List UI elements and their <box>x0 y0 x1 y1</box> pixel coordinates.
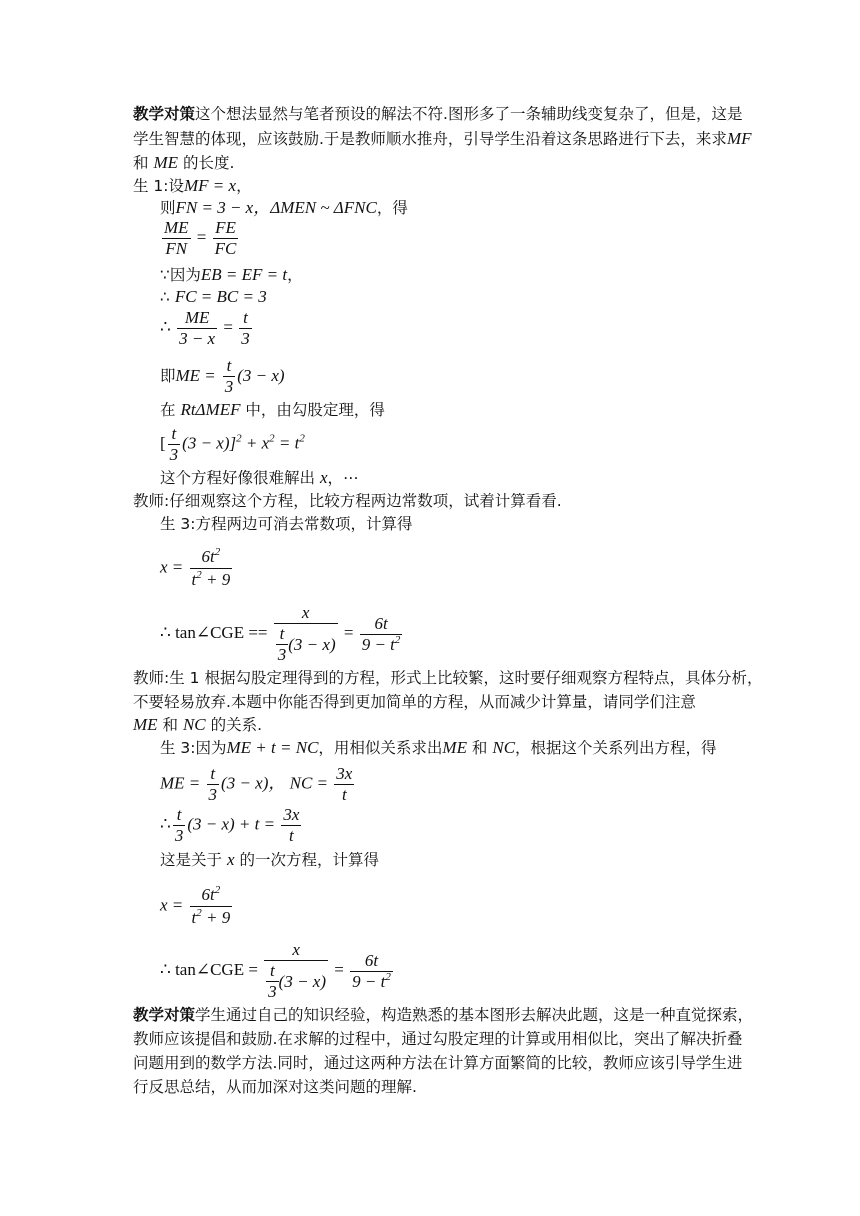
s1-pythagorean-equation: [ $\frac{t}{3}$ $(3 - x)]^2 + x^2 = t^2$ <box>160 424 305 464</box>
teacher2-line1: 教师:生 1 根据勾股定理得到的方程，形式上比较繁，这时要仔细观察方程特点，具体分析， <box>133 669 763 687</box>
fraction-x-over-expr: x $\frac{t}{3}$ (3 − x) <box>264 940 328 1002</box>
fraction-me-3mx: $\frac{ME}{3 - x}$ <box>179 308 216 348</box>
s3b-linear-equation: ∴ $\frac{t}{3}$ (3 − x) + t = $\frac{3x}{t}$ <box>160 805 300 845</box>
fraction-6t-over-9mt2: $\frac{6t}{9 - t^2}$ <box>352 950 391 991</box>
fraction-t-3: $\frac{t}{3}$ <box>208 764 218 804</box>
s3b-x-solution: x = $\frac{6t^2}{t^2 + 9}$ <box>160 884 231 927</box>
s1-because-line: ∵因为EB = EF = t， <box>160 265 303 284</box>
fraction-t-3: $\frac{t}{3}$ <box>169 424 179 464</box>
para2-line3: 问题用到的数学方法.同时，通过这两种方法在计算方面繁简的比较，教师应该引导学生进 <box>133 1054 743 1072</box>
s1-therefore-fc: ∴ FC = BC = 3 <box>160 287 267 306</box>
fraction-t-3: $\frac{t}{3}$ <box>241 308 250 348</box>
fraction-3x-t: $\frac{3x}{t}$ <box>283 805 300 845</box>
s3b-intro: 生 3:因为ME + t = NC，用相似关系求出ME 和 NC，根据这个关系列出方程，得 <box>160 738 717 757</box>
fraction-fe-fc: $\frac{FE}{FC}$ <box>214 218 237 258</box>
fraction-6t-over-9mt2: $\frac{6t}{9 - t^2}$ <box>361 613 401 654</box>
para1-line1: 教学对策这个想法显然与笔者预设的解法不符.图形多了一条辅助线变复杂了，但是，这是 <box>133 105 743 123</box>
s1-me-expression: 即ME = $\frac{t}{3}$ (3 − x) <box>160 356 285 396</box>
s1-then-line: 则FN = 3 − x，ΔMEN ~ ΔFNC，得 <box>160 198 408 217</box>
fraction-6t2-over-t2p9: $\frac{6t^2}{t^2 + 9}$ <box>191 546 231 589</box>
para1-line2: 学生智慧的体现，应该鼓励.于是教师顺水推舟，引导学生沿着这条思路进行下去，来求MF <box>133 129 752 148</box>
s3a-x-solution: x = $\frac{6t^2}{t^2 + 9}$ <box>160 546 231 589</box>
fraction-t-3: $\frac{t}{3}$ <box>224 356 234 396</box>
para2-line4: 行反思总结，从而加深对这类问题的理解. <box>133 1078 417 1096</box>
fraction-x-over-expr: x $\frac{t}{3}$ (3 − x) <box>274 603 338 665</box>
s3a-tan-equation: ∴ tan∠CGE == x $\frac{t}{3}$ (3 − x) = $\frac{6t}{9 - t^2}$ <box>160 603 401 664</box>
fraction-t-3: $\frac{t}{3}$ <box>174 805 184 845</box>
para2-line1: 教学对策学生通过自己的知识经验，构造熟悉的基本图形去解决此题，这是一种直觉探索， <box>133 1006 754 1024</box>
fraction-3x-t: $\frac{3x}{t}$ <box>336 764 353 804</box>
s3b-me-nc-expressions: ME = $\frac{t}{3}$ (3 − x)， NC = $\frac{3x}{t}$ <box>160 764 353 804</box>
s1-right-triangle-line: 在 RtΔMEF 中，由勾股定理，得 <box>160 400 385 419</box>
s3a-intro: 生 3:方程两边可消去常数项，计算得 <box>160 515 413 533</box>
teacher2-line3: ME 和 NC 的关系. <box>133 715 262 734</box>
para1-line3: 和 ME 的长度. <box>133 153 235 172</box>
fraction-6t2-over-t2p9: $\frac{6t^2}{t^2 + 9}$ <box>191 884 231 927</box>
para2-line2: 教师应该提倡和鼓励.在求解的过程中，通过勾股定理的计算或用相似比，突出了解决折叠 <box>133 1030 743 1048</box>
teacher1-line: 教师:仔细观察这个方程，比较方程两边常数项，试着计算看看. <box>133 492 562 510</box>
para2-heading: 教学对策 <box>133 1006 196 1024</box>
s3b-linear-note: 这是关于 x 的一次方程，计算得 <box>160 850 379 869</box>
para1-heading: 教学对策 <box>133 105 196 123</box>
s1-ratio-equation-2: ∴ $\frac{ME}{3 - x}$ = $\frac{t}{3}$ <box>160 308 250 348</box>
s1-ratio-equation: $\frac{ME}{FN}$ = $\frac{FE}{FC}$ <box>164 218 237 258</box>
s1-hard-to-solve: 这个方程好像很难解出 x，⋯ <box>160 468 359 487</box>
s3b-tan-equation: ∴ tan∠CGE = x $\frac{t}{3}$ (3 − x) = $\frac{6t}{9 - t^2}$ <box>160 940 391 1001</box>
teacher2-line2: 不要轻易放弃.本题中你能否得到更加简单的方程，从而减少计算量，请同学们注意 <box>133 693 696 711</box>
s1-intro: 生 1:设MF = x， <box>133 176 252 195</box>
fraction-me-fn: $\frac{ME}{FN}$ <box>164 218 189 258</box>
